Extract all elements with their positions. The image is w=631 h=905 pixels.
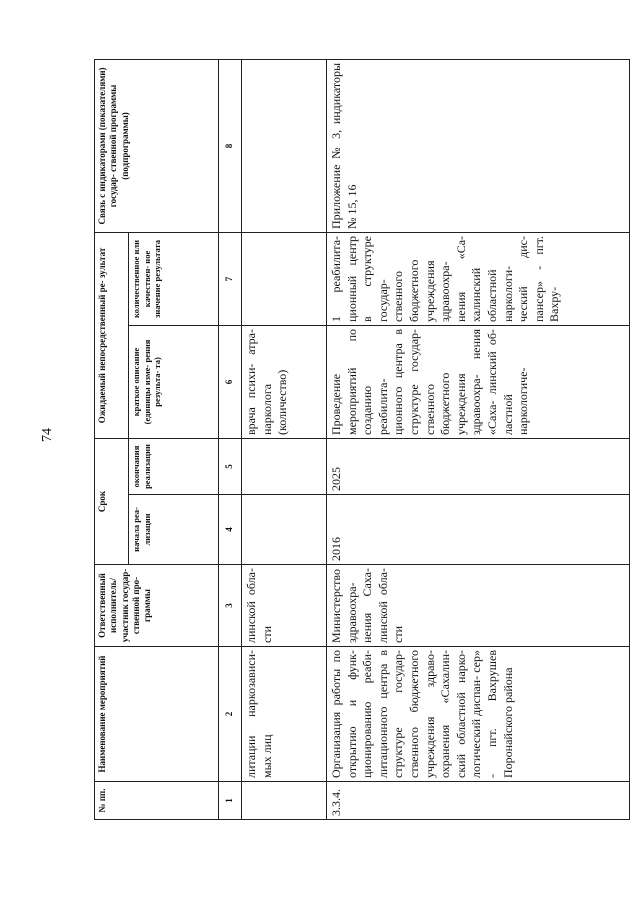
measures-table bbox=[94, 59, 630, 820]
cell-name: литации наркозависи- мых лиц bbox=[242, 647, 327, 782]
column-number: 8 bbox=[219, 59, 242, 232]
page-number: 74 bbox=[40, 428, 55, 442]
column-number: 6 bbox=[219, 325, 242, 438]
header-result-desc: краткое описание (единицы изме- рения результа- та) bbox=[129, 325, 219, 438]
cell-result-desc: Проведение мероприятий по созданию реабилита- ционного центра в структуре государ- ственного бюджетного учреждения здравоохра- нения «Саха- линский об- ластной наркологиче- bbox=[327, 325, 630, 438]
cell-executor: линской обла- сти bbox=[242, 565, 327, 647]
header-term: Срок bbox=[95, 438, 129, 564]
cell-link bbox=[242, 59, 327, 232]
cell-num: 3.3.4. bbox=[327, 782, 630, 820]
header-num: № пп. bbox=[95, 782, 219, 820]
cell-result-desc: врача психи- атра- нарколога (количество) bbox=[242, 325, 327, 438]
header-term-start: начала реа- лизации bbox=[129, 495, 219, 565]
header-result-value: количественное или качествен- ное значение результата bbox=[129, 232, 219, 325]
column-number: 5 bbox=[219, 438, 242, 494]
header-term-end: окончания реализации bbox=[129, 438, 219, 494]
header-executor: Ответственный исполнитель/ участник государ- ственной про- граммы bbox=[95, 565, 219, 647]
cell-start: 2016 bbox=[327, 495, 630, 565]
column-number: 7 bbox=[219, 232, 242, 325]
column-number-row bbox=[219, 59, 242, 819]
cell-start bbox=[242, 495, 327, 565]
cell-end: 2025 bbox=[327, 438, 630, 494]
header-result: Ожидаемый непосредственный ре- зультат bbox=[95, 232, 129, 438]
cell-end bbox=[242, 438, 327, 494]
cell-executor: Министерство здравоохра- нения Саха- линской обла- сти bbox=[327, 565, 630, 647]
table-row bbox=[242, 59, 327, 819]
cell-result-value bbox=[242, 232, 327, 325]
header-link: Связь с индикаторами (показателями) государ- ственной программы (подпрограммы) bbox=[95, 59, 219, 232]
header-row-1 bbox=[95, 59, 129, 819]
column-number: 2 bbox=[219, 647, 242, 782]
column-number: 4 bbox=[219, 495, 242, 565]
cell-result-value: 1 реабилита- ционный центр в структуре государ- ственного бюджетного учреждения здравоохра- нения «Са- халинский областной наркологи- ческий дис- пансер» - пгт. Вахру- bbox=[327, 232, 630, 325]
header-name: Наименование мероприятий bbox=[95, 647, 219, 782]
rotated-table-wrapper bbox=[94, 60, 629, 820]
cell-name: Организация работы по открытию и функ- ционированию реаби- литационного центра в структуре государ- ственного бюджетного учреждения здраво- охранения «Сахалин- ский областной нарко- логический диспан- сер» - пгт. Вахрушев Поронайского района bbox=[327, 647, 630, 782]
column-number: 3 bbox=[219, 565, 242, 647]
column-number: 1 bbox=[219, 782, 242, 820]
cell-num bbox=[242, 782, 327, 820]
table-row bbox=[327, 59, 630, 819]
cell-link: Приложение № 3, индикаторы № 15, 16 bbox=[327, 59, 630, 232]
